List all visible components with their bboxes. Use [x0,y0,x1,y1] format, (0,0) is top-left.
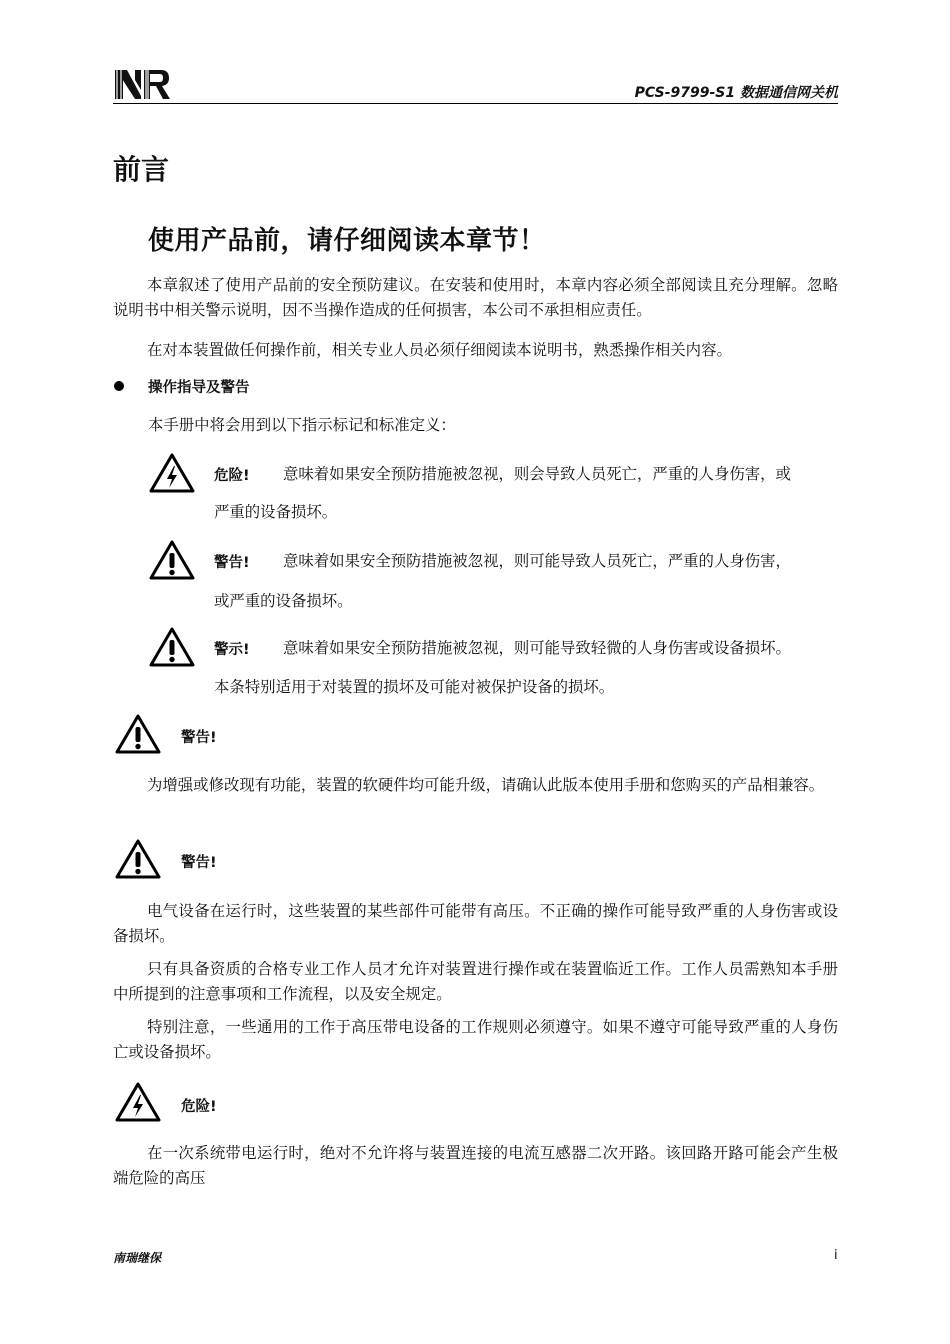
definition-text-cont: 或严重的设备损坏。 [214,592,353,610]
header-divider [113,103,838,104]
definition-label: 警告! [214,555,250,571]
exclamation-warning-icon [148,539,196,581]
notice-paragraph: 在一次系统带电运行时，绝对不允许将与装置连接的电流互感器二次开路。该回路开路可能会产生极端危险的高压 [113,1144,838,1187]
definition-label: 危险! [214,468,250,484]
notice-paragraph: 只有具备资质的合格专业工作人员才允许对装置进行操作或在装置临近工作。工作人员需熟知本手册中所提到的注意事项和工作流程，以及安全规定。 [113,960,838,1003]
footer-company: 南瑞继保 [113,1251,162,1265]
bullet-icon [114,381,124,391]
preface-title: 前言 [113,153,170,186]
notice-label: 危险! [181,1099,217,1115]
guidance-heading: 操作指导及警告 [148,380,250,396]
notice-label: 警告! [181,855,217,871]
section-subtitle: 使用产品前，请仔细阅读本章节！ [148,226,546,256]
nr-logo [113,66,171,100]
notice-paragraph: 电气设备在运行时，这些装置的某些部件可能带有高压。不正确的操作可能导致严重的人身伤害或设备损坏。 [113,902,838,945]
exclamation-warning-icon [114,713,162,755]
definition-text: 意味着如果安全预防措施被忽视，则可能导致人员死亡，严重的人身伤害， [283,552,791,570]
document-title: PCS-9799-S1 数据通信网关机 [634,85,838,101]
exclamation-warning-icon [148,626,196,668]
definition-text: 意味着如果安全预防措施被忽视，则会导致人员死亡，严重的人身伤害，或 [283,465,791,483]
lightning-warning-icon [148,452,196,494]
notice-paragraph: 为增强或修改现有功能，装置的软硬件均可能升级，请确认此版本使用手册和您购买的产品相兼容。 [147,776,825,794]
lightning-warning-icon [114,1081,162,1123]
definition-text-cont: 本条特别适用于对装置的损坏及可能对被保护设备的损坏。 [214,678,615,696]
exclamation-warning-icon [114,838,162,880]
intro-paragraph: 本章叙述了使用产品前的安全预防建议。在安装和使用时，本章内容必须全部阅读且充分理解。忽略说明书中相关警示说明，因不当操作造成的任何损害，本公司不承担相应责任。 [113,276,838,319]
page-number: i [834,1248,838,1263]
definition-text-cont: 严重的设备损坏。 [214,503,338,521]
guidance-lead: 本手册中将会用到以下指示标记和标准定义： [148,416,456,434]
notice-paragraph: 特别注意，一些通用的工作于高压带电设备的工作规则必须遵守。如果不遵守可能导致严重的人身伤亡或设备损坏。 [113,1018,838,1061]
definition-label: 警示! [214,642,250,658]
definition-text: 意味着如果安全预防措施被忽视，则可能导致轻微的人身伤害或设备损坏。 [283,639,791,657]
notice-label: 警告! [181,730,217,746]
intro-paragraph: 在对本装置做任何操作前，相关专业人员必须仔细阅读本说明书，熟悉操作相关内容。 [147,341,732,359]
